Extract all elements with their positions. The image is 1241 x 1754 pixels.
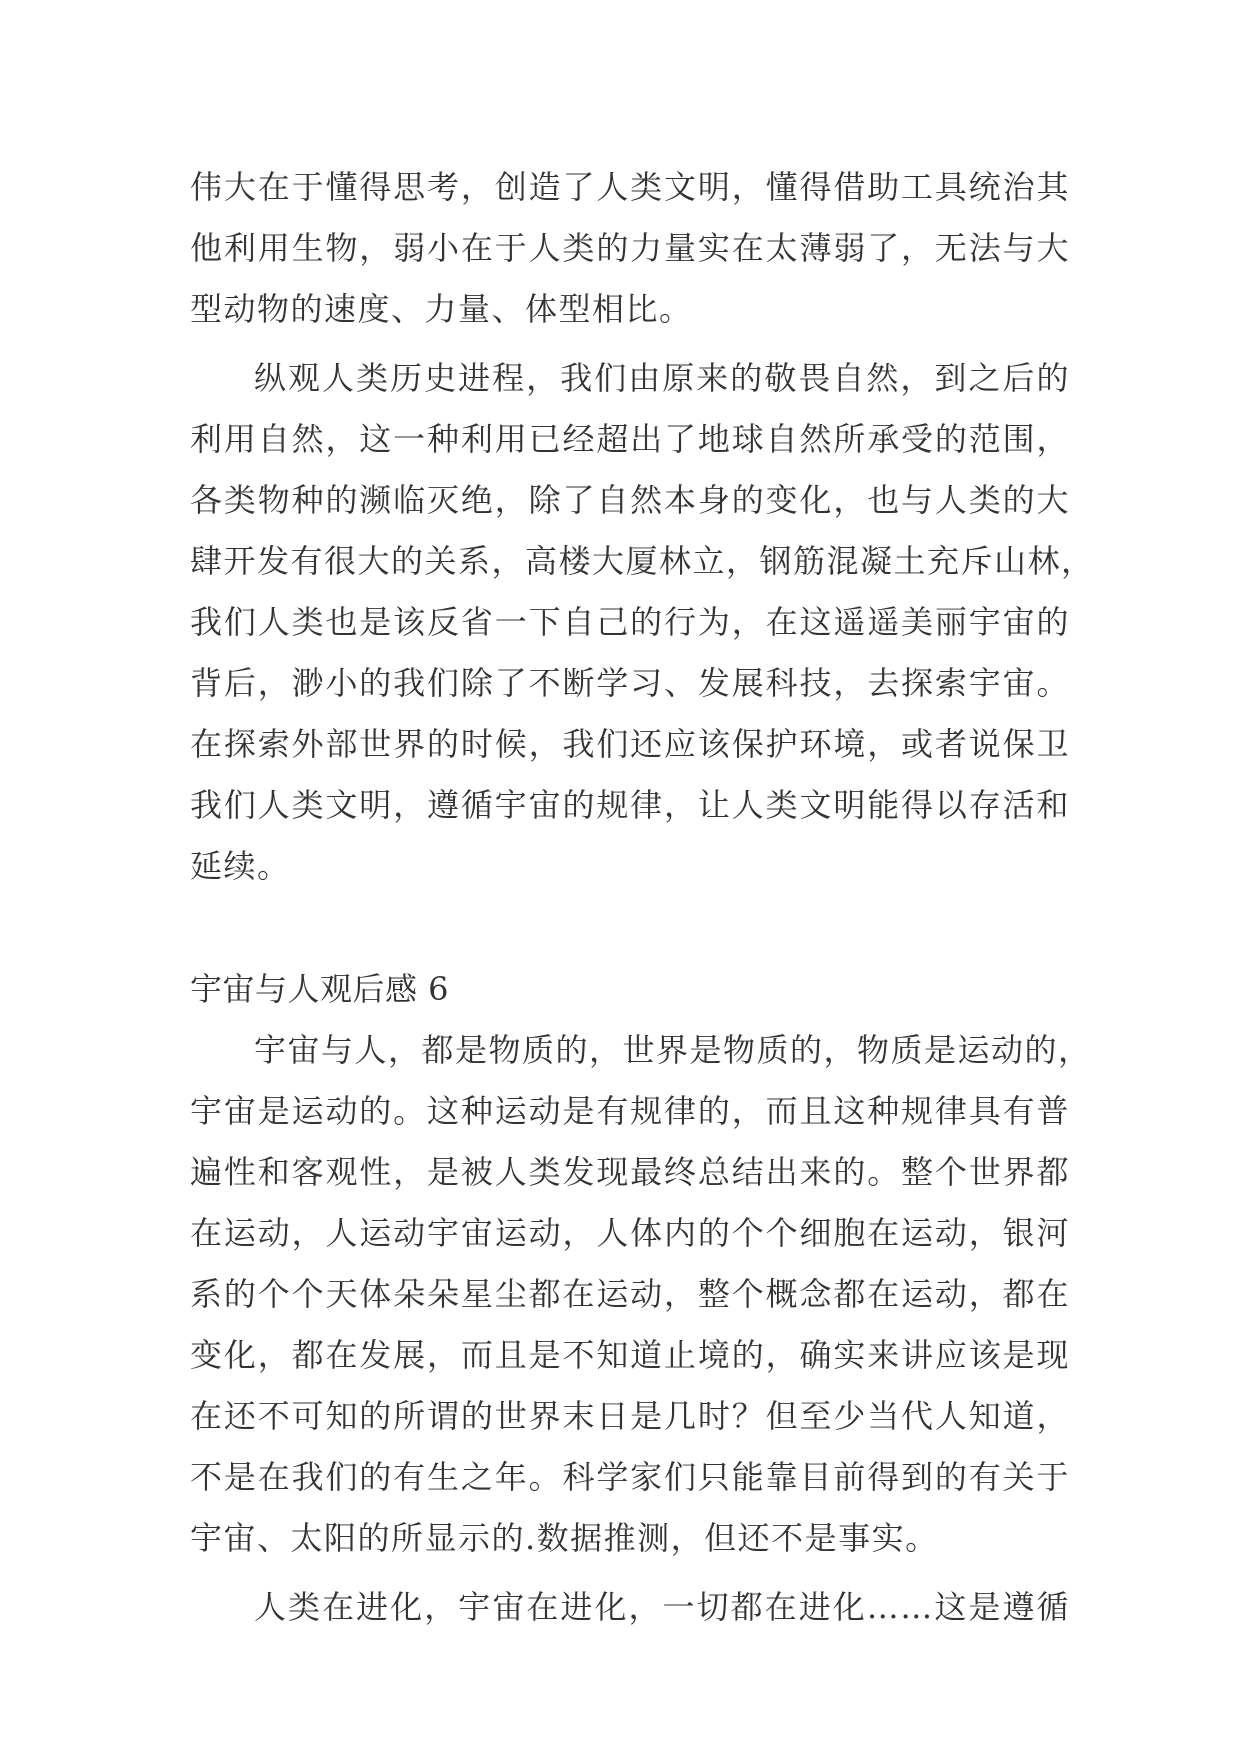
paragraph-4 xyxy=(190,1577,1070,1638)
paragraph-line: 型动物的速度、力量、体型相比。 xyxy=(190,290,693,328)
paragraph-spacer xyxy=(190,1569,1070,1577)
paragraph-line: 宇宙、太阳的所显示的.数据推测，但还不是事实。 xyxy=(190,1519,939,1557)
paragraph-2 xyxy=(190,348,1095,897)
paragraph-line: 纵观人类历史进程，我们由原来的敬畏自然，到之后的 xyxy=(254,359,1070,397)
paragraph-line: 延续。 xyxy=(190,847,291,885)
paragraph-line: 肆开发有很大的关系，高楼大厦林立，钢筋混凝土充斥山林， xyxy=(190,542,1095,580)
document-page xyxy=(190,157,1095,1638)
paragraph-line: 宇宙是运动的。这种运动是有规律的，而且这种规律具有普 xyxy=(190,1092,1070,1130)
paragraph-line: 在运动，人运动宇宙运动，人体内的个个细胞在运动，银河 xyxy=(190,1214,1070,1252)
paragraph-line: 在还不可知的所谓的世界末日是几时？但至少当代人知道， xyxy=(190,1397,1070,1435)
paragraph-line: 各类物种的濒临灭绝，除了自然本身的变化，也与人类的大 xyxy=(190,481,1070,519)
paragraph-line: 不是在我们的有生之年。科学家们只能靠目前得到的有关于 xyxy=(190,1458,1070,1496)
paragraph-3 xyxy=(190,1020,1092,1569)
paragraph-line: 系的个个天体朵朵星尘都在运动，整个概念都在运动，都在 xyxy=(190,1275,1070,1313)
paragraph-1 xyxy=(190,157,1070,340)
paragraph-line: 利用自然，这一种利用已经超出了地球自然所承受的范围， xyxy=(190,420,1070,458)
paragraph-line: 变化，都在发展，而且是不知道止境的，确实来讲应该是现 xyxy=(190,1336,1070,1374)
paragraph-line: 人类在进化，宇宙在进化，一切都在进化……这是遵循 xyxy=(254,1588,1070,1626)
paragraph-line: 他利用生物，弱小在于人类的力量实在太薄弱了，无法与大 xyxy=(190,229,1070,267)
paragraph-spacer xyxy=(190,340,1070,348)
section-heading: 宇宙与人观后感 6 xyxy=(190,970,450,1008)
paragraph-line: 宇宙与人，都是物质的，世界是物质的，物质是运动的， xyxy=(254,1031,1092,1069)
paragraph-line: 我们人类文明，遵循宇宙的规律，让人类文明能得以存活和 xyxy=(190,786,1070,824)
paragraph-line: 在探索外部世界的时候，我们还应该保护环境，或者说保卫 xyxy=(190,725,1070,763)
paragraph-line: 遍性和客观性，是被人类发现最终总结出来的。整个世界都 xyxy=(190,1153,1070,1191)
paragraph-line: 背后，渺小的我们除了不断学习、发展科技，去探索宇宙。 xyxy=(190,664,1070,702)
section-spacer xyxy=(190,897,1070,959)
paragraph-line: 伟大在于懂得思考，创造了人类文明，懂得借助工具统治其 xyxy=(190,168,1070,206)
paragraph-line: 我们人类也是该反省一下自己的行为，在这遥遥美丽宇宙的 xyxy=(190,603,1070,641)
